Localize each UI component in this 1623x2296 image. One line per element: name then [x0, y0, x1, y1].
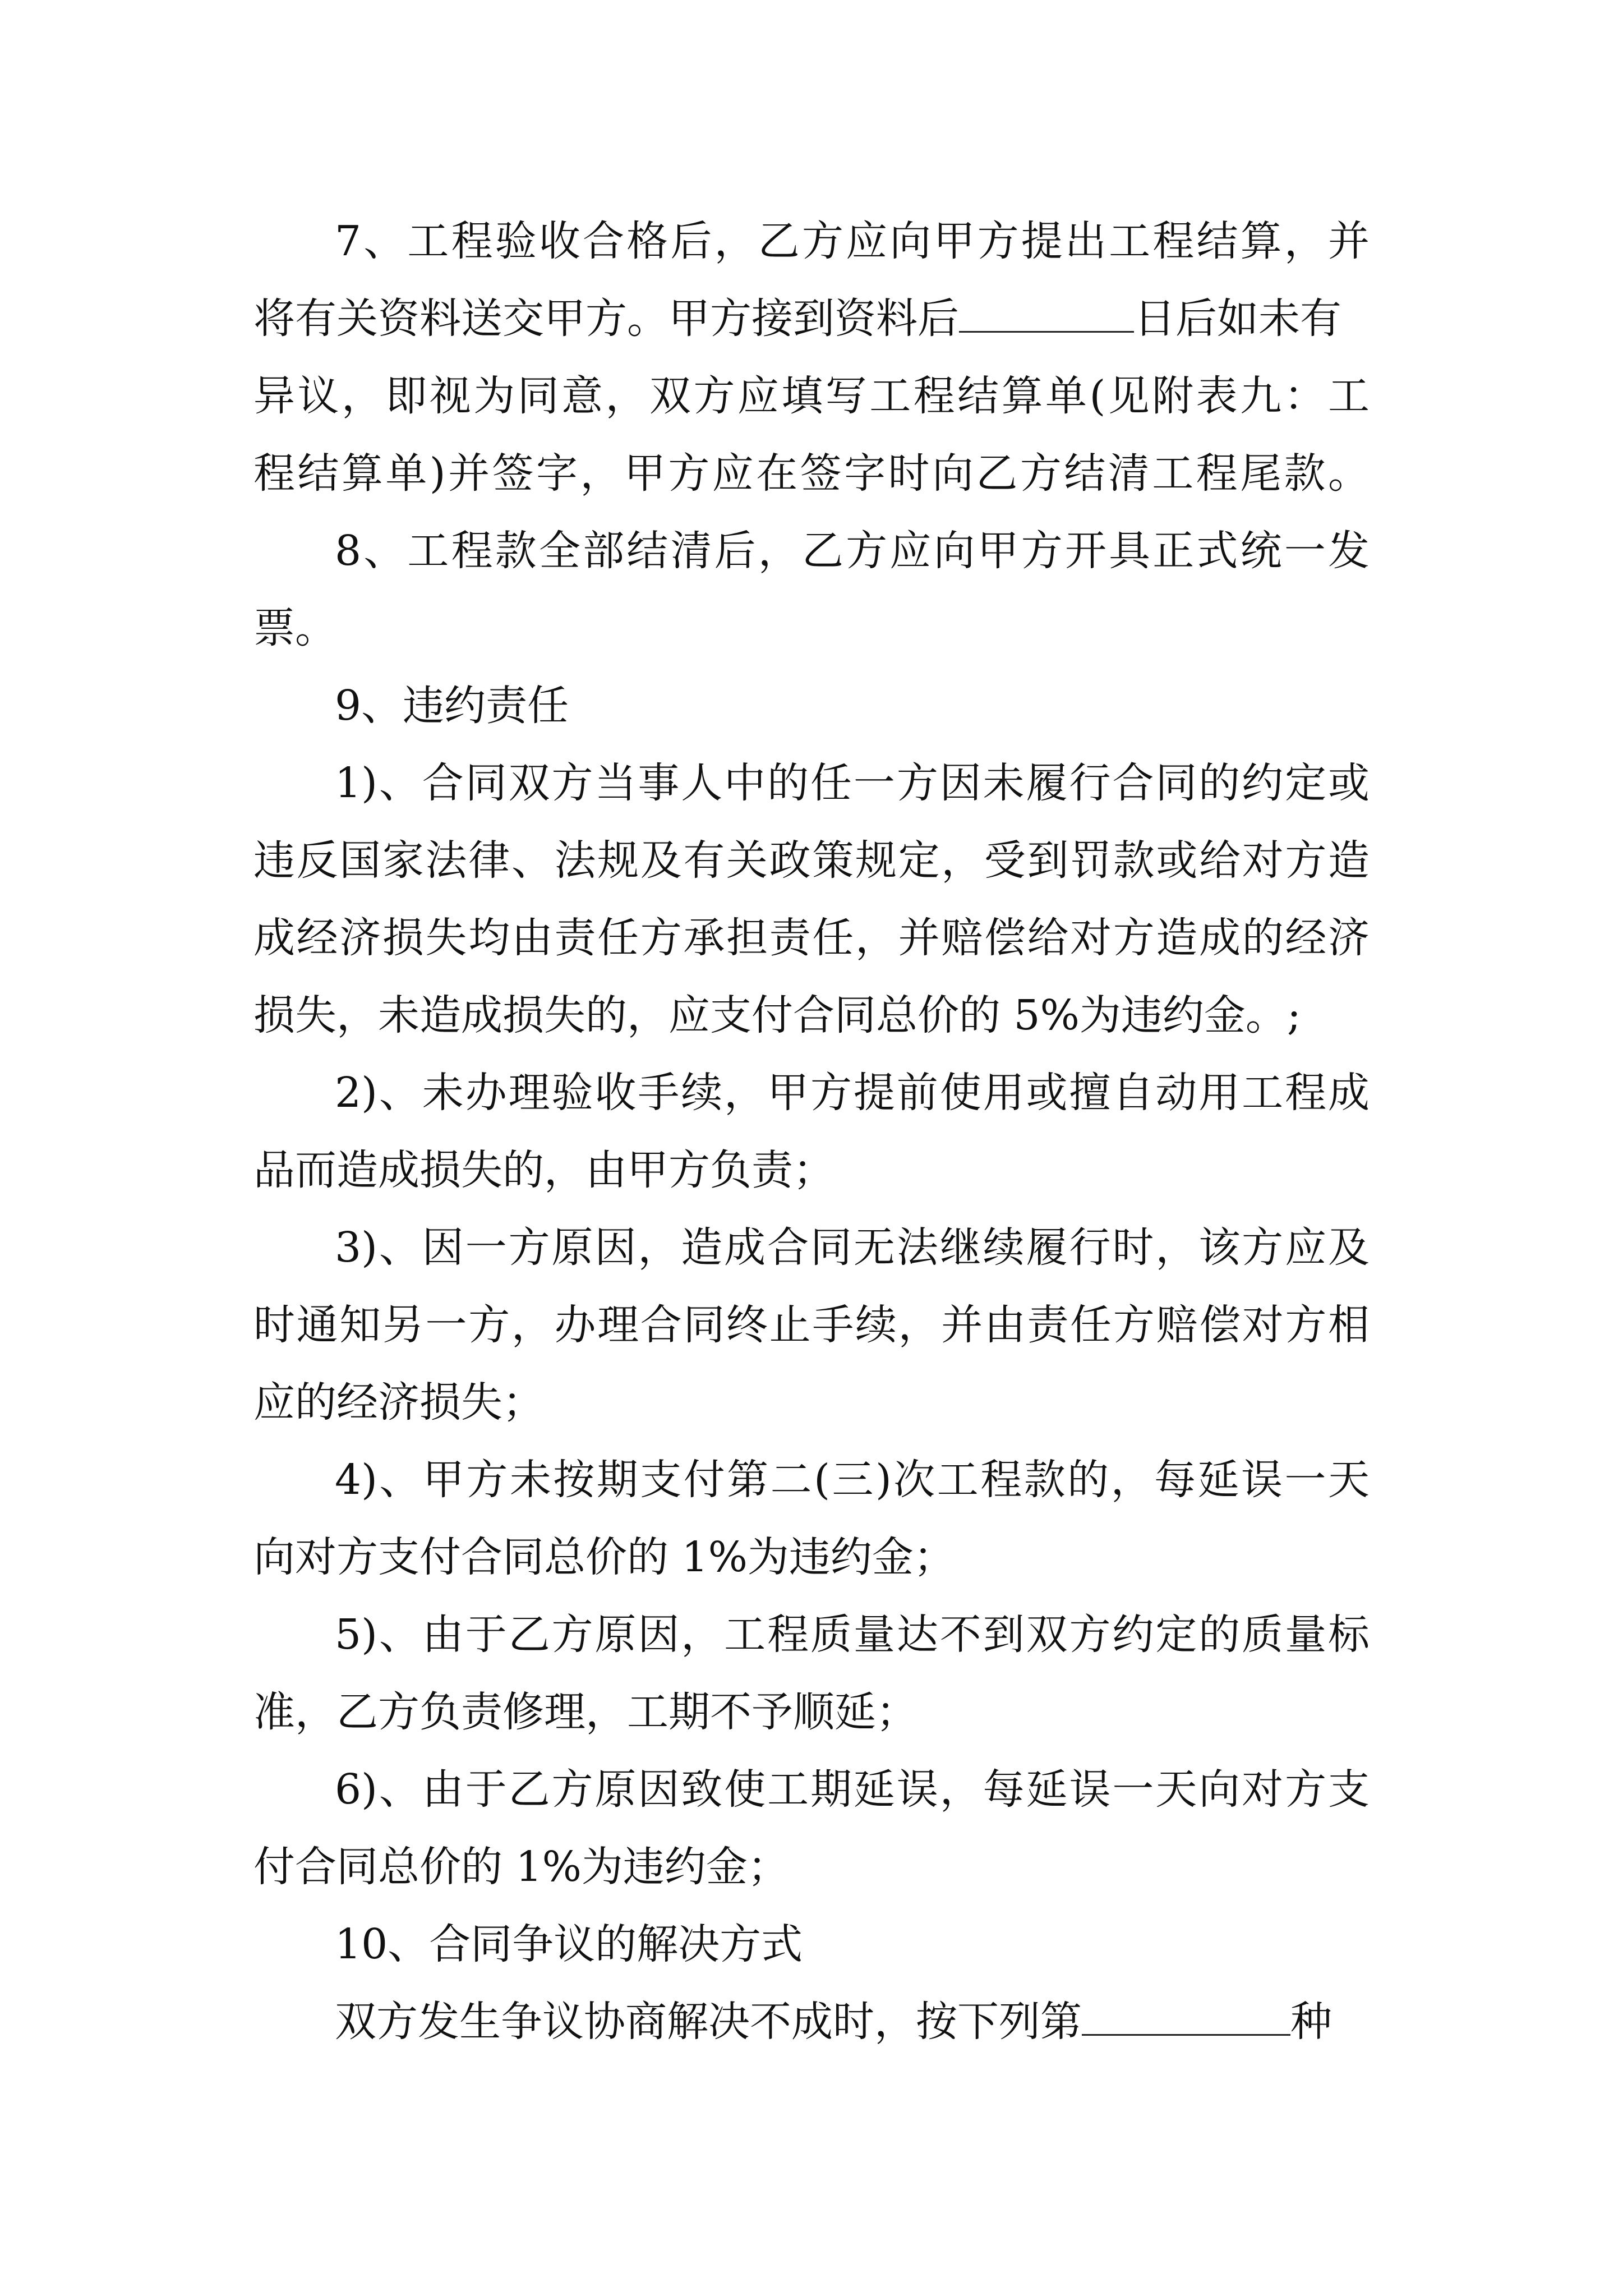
clause-7-line-4: 程结算单)并签字，甲方应在签字时向乙方结清工程尾款。 [253, 449, 1370, 498]
clause-7-line-1: 7、工程验收合格后，乙方应向甲方提出工程结算，并 [335, 217, 1370, 265]
clause-10-line-1 [335, 1994, 1370, 2050]
clause-7-line-3: 异议，即视为同意，双方应填写工程结算单(见附表九：工 [253, 372, 1370, 420]
clause-9-4-line-2: 向对方支付合同总价的 1%为违约金； [253, 1533, 955, 1581]
clause-9-3-line-2: 时通知另一方，办理合同终止手续，并由责任方赔偿对方相 [253, 1301, 1370, 1349]
fill-in-blank-option [1082, 1999, 1290, 2036]
clause-9-1-line-4: 损失，未造成损失的，应支付合同总价的 5%为违约金。; [253, 991, 1301, 1039]
clause-9-2-line-1: 2)、未办理验收手续，甲方提前使用或擅自动用工程成 [335, 1069, 1370, 1117]
clause-10-text-a: 双方发生争议协商解决不成时，按下列第 [335, 1998, 1082, 2046]
clause-9-3-line-1: 3)、因一方原因，造成合同无法继续履行时，该方应及 [335, 1223, 1370, 1272]
clause-9-3-line-3: 应的经济损失； [253, 1378, 544, 1427]
clause-7-text-b: 日后如未有 [1134, 295, 1341, 343]
clause-9-1-line-3: 成经济损失均由责任方承担责任，并赔偿给对方造成的经济 [253, 914, 1370, 962]
clause-7-text-a: 将有关资料送交甲方。甲方接到资料后 [253, 295, 959, 343]
fill-in-blank-days [959, 296, 1134, 333]
clause-9-5-line-2: 准，乙方负责修理，工期不予顺延； [253, 1688, 917, 1736]
clause-10-text-b: 种 [1290, 1998, 1332, 2046]
clause-9-2-line-2: 品而造成损失的，由甲方负责； [253, 1146, 834, 1194]
clause-9-6-line-1: 6)、由于乙方原因致使工期延误，每延误一天向对方支 [335, 1765, 1370, 1814]
clause-8-line-1: 8、工程款全部结清后，乙方应向甲方开具正式统一发 [335, 527, 1370, 575]
clause-7-line-2 [253, 291, 1370, 347]
clause-9-heading: 9、违约责任 [335, 682, 569, 730]
clause-9-5-line-1: 5)、由于乙方原因，工程质量达不到双方约定的质量标 [335, 1611, 1370, 1659]
clause-9-4-line-1: 4)、甲方未按期支付第二(三)次工程款的，每延误一天 [335, 1456, 1370, 1504]
clause-8-line-2: 票。 [253, 604, 336, 652]
clause-9-6-line-2: 付合同总价的 1%为违约金； [253, 1843, 789, 1891]
clause-9-1-line-2: 违反国家法律、法规及有关政策规定，受到罚款或给对方造 [253, 836, 1370, 885]
clause-9-1-line-1: 1)、合同双方当事人中的任一方因未履行合同的约定或 [335, 759, 1370, 807]
clause-10-heading: 10、合同争议的解决方式 [335, 1920, 803, 1968]
